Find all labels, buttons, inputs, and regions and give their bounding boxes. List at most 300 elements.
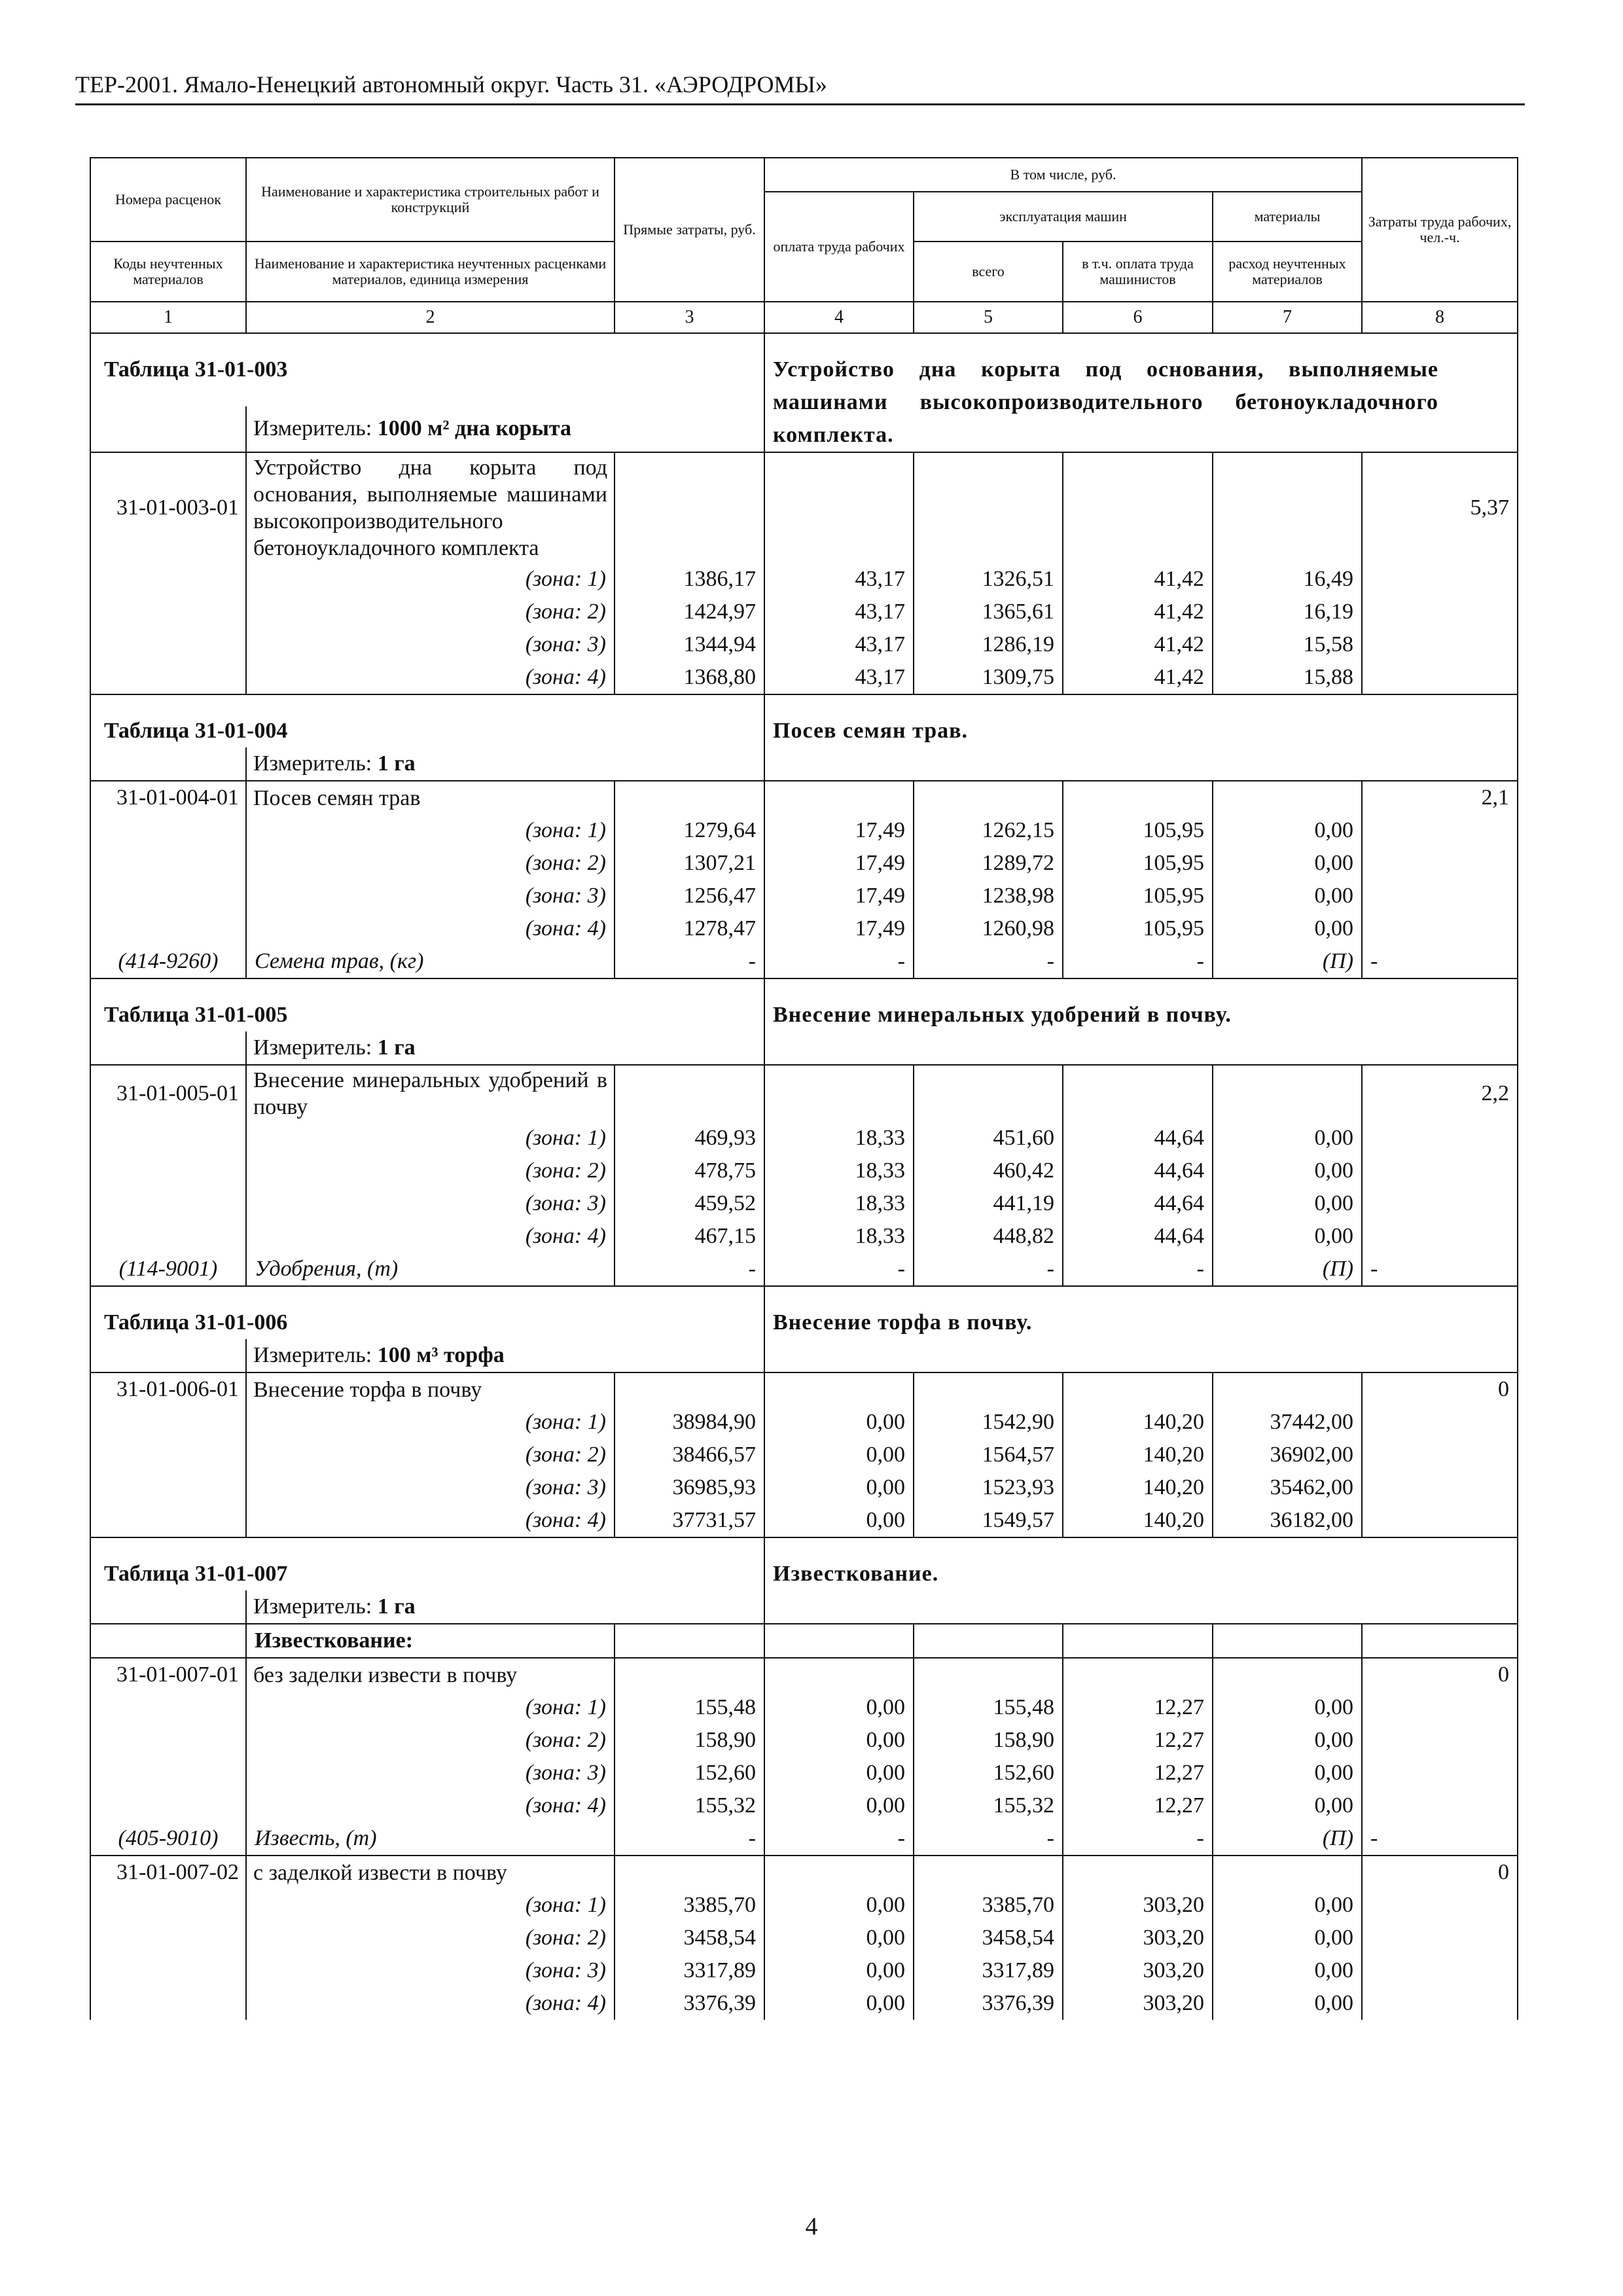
measure-label: Измеритель:	[253, 751, 372, 776]
material-cost: 0,00	[1213, 1691, 1362, 1724]
wage-cost: 43,17	[764, 628, 914, 661]
material-value: -	[1063, 945, 1213, 978]
section-title: Таблица 31-01-007	[90, 1537, 764, 1590]
machinist-wage: 44,64	[1063, 1155, 1213, 1187]
wage-cost: 0,00	[764, 1504, 914, 1537]
table-section-title	[90, 333, 1518, 406]
blank-cell	[1213, 1624, 1362, 1658]
blank-cell	[90, 596, 246, 628]
blank-cell	[1362, 1406, 1518, 1439]
blank-cell	[764, 1856, 914, 1889]
material-code: (414-9260)	[90, 945, 246, 978]
blank-cell	[1362, 661, 1518, 694]
rate-code: 31-01-005-01	[90, 1065, 246, 1122]
machine-cost: 1523,93	[914, 1471, 1063, 1504]
machinist-wage: 140,20	[1063, 1406, 1213, 1439]
material-cost: 0,00	[1213, 1187, 1362, 1220]
machine-cost: 152,60	[914, 1757, 1063, 1789]
direct-cost: 155,32	[615, 1789, 764, 1822]
material-value: (П)	[1213, 945, 1362, 978]
direct-cost: 1278,47	[615, 912, 764, 945]
material-value: -	[1063, 1253, 1213, 1286]
wage-cost: 43,17	[764, 563, 914, 596]
labor-cost: 2,1	[1362, 781, 1518, 814]
measure-value: 1 га	[377, 1035, 416, 1060]
machinist-wage: 140,20	[1063, 1439, 1213, 1471]
machine-cost: 1309,75	[914, 661, 1063, 694]
direct-cost: 38466,57	[615, 1439, 764, 1471]
wage-cost: 18,33	[764, 1155, 914, 1187]
direct-cost: 158,90	[615, 1724, 764, 1757]
blank-cell	[1362, 628, 1518, 661]
material-cost: 0,00	[1213, 1789, 1362, 1822]
material-value: -	[764, 945, 914, 978]
material-value: -	[914, 1253, 1063, 1286]
blank-cell	[90, 1987, 246, 2020]
machinist-wage: 105,95	[1063, 814, 1213, 847]
zone-row	[90, 1922, 1518, 1954]
blank-cell	[1362, 912, 1518, 945]
direct-cost: 1344,94	[615, 628, 764, 661]
material-cost: 0,00	[1213, 1757, 1362, 1789]
direct-cost: 38984,90	[615, 1406, 764, 1439]
zone-row	[90, 1691, 1518, 1724]
material-value: (П)	[1213, 1253, 1362, 1286]
zone-label: (зона: 1)	[246, 1406, 615, 1439]
rate-row	[90, 1658, 1518, 1691]
machine-cost: 1564,57	[914, 1439, 1063, 1471]
rate-row	[90, 452, 1518, 563]
zone-row	[90, 880, 1518, 912]
measure-label: Измеритель:	[253, 1343, 372, 1367]
wage-cost: 18,33	[764, 1220, 914, 1253]
machine-cost: 441,19	[914, 1187, 1063, 1220]
blank-cell	[1063, 1856, 1213, 1889]
material-cost: 0,00	[1213, 880, 1362, 912]
zone-label: (зона: 2)	[246, 596, 615, 628]
wage-cost: 17,49	[764, 814, 914, 847]
blank-cell	[1362, 1724, 1518, 1757]
blank-cell	[914, 1624, 1063, 1658]
rate-name: Внесение минеральных удобрений в почву	[246, 1065, 615, 1122]
machine-cost: 1289,72	[914, 847, 1063, 880]
blank-cell	[1362, 847, 1518, 880]
material-row	[90, 1822, 1518, 1856]
zone-label: (зона: 3)	[246, 880, 615, 912]
material-cost: 0,00	[1213, 847, 1362, 880]
machinist-wage: 12,27	[1063, 1757, 1213, 1789]
rate-code: 31-01-003-01	[90, 452, 246, 563]
labor-cost: 2,2	[1362, 1065, 1518, 1122]
blank-cell	[90, 406, 246, 452]
table-section-title	[90, 1286, 1518, 1339]
material-value: -	[764, 1253, 914, 1286]
wage-cost: 0,00	[764, 1757, 914, 1789]
blank-cell	[1362, 1471, 1518, 1504]
section-title: Таблица 31-01-005	[90, 978, 764, 1031]
blank-cell	[615, 781, 764, 814]
labor-cost: 0	[1362, 1856, 1518, 1889]
col-number: 7	[1213, 302, 1362, 333]
wage-cost: 0,00	[764, 1439, 914, 1471]
measure-label: Измеритель:	[253, 416, 372, 441]
zone-row	[90, 1122, 1518, 1155]
col-header-machines-total: всего	[914, 242, 1063, 302]
machine-cost: 1286,19	[914, 628, 1063, 661]
blank-cell	[1213, 1372, 1362, 1406]
zone-row	[90, 1724, 1518, 1757]
rate-name: с заделкой извести в почву	[246, 1856, 615, 1889]
labor-cost: 0	[1362, 1372, 1518, 1406]
direct-cost: 3385,70	[615, 1889, 764, 1922]
material-cost: 0,00	[1213, 1155, 1362, 1187]
wage-cost: 0,00	[764, 1471, 914, 1504]
wage-cost: 0,00	[764, 1724, 914, 1757]
zone-row	[90, 563, 1518, 596]
rate-row	[90, 1372, 1518, 1406]
material-name: Семена трав, (кг)	[246, 945, 615, 978]
zone-row	[90, 661, 1518, 694]
blank-cell	[90, 1122, 246, 1155]
col-number: 5	[914, 302, 1063, 333]
blank-cell	[90, 1471, 246, 1504]
blank-cell	[1362, 1757, 1518, 1789]
blank-cell	[615, 452, 764, 563]
zone-label: (зона: 3)	[246, 628, 615, 661]
rate-row	[90, 1065, 1518, 1122]
blank-cell	[1362, 1922, 1518, 1954]
machinist-wage: 41,42	[1063, 596, 1213, 628]
zone-label: (зона: 1)	[246, 1691, 615, 1724]
blank-cell	[90, 912, 246, 945]
blank-cell	[1362, 1220, 1518, 1253]
material-cost: 36182,00	[1213, 1504, 1362, 1537]
zone-row	[90, 1155, 1518, 1187]
zone-label: (зона: 3)	[246, 1954, 615, 1987]
machinist-wage: 12,27	[1063, 1691, 1213, 1724]
blank-cell	[90, 1439, 246, 1471]
blank-cell	[1063, 1624, 1213, 1658]
machinist-wage: 12,27	[1063, 1724, 1213, 1757]
blank-cell	[1213, 781, 1362, 814]
rate-code: 31-01-007-01	[90, 1658, 246, 1691]
direct-cost: 459,52	[615, 1187, 764, 1220]
labor-cost: 5,37	[1362, 452, 1518, 563]
zone-label: (зона: 4)	[246, 1504, 615, 1537]
section-title: Таблица 31-01-006	[90, 1286, 764, 1339]
machine-cost: 1365,61	[914, 596, 1063, 628]
blank-cell	[1362, 1504, 1518, 1537]
machine-cost: 460,42	[914, 1155, 1063, 1187]
col-number: 4	[764, 302, 914, 333]
blank-cell	[764, 452, 914, 563]
blank-cell	[1063, 781, 1213, 814]
blank-cell	[1213, 1658, 1362, 1691]
machine-cost: 1542,90	[914, 1406, 1063, 1439]
blank-cell	[90, 1789, 246, 1822]
blank-cell	[1362, 563, 1518, 596]
zone-row	[90, 847, 1518, 880]
material-value: -	[914, 945, 1063, 978]
table-section-title	[90, 694, 1518, 747]
blank-cell	[764, 781, 914, 814]
machine-cost: 155,32	[914, 1789, 1063, 1822]
blank-cell	[764, 1372, 914, 1406]
machine-cost: 3376,39	[914, 1987, 1063, 2020]
wage-cost: 0,00	[764, 1789, 914, 1822]
machine-cost: 448,82	[914, 1220, 1063, 1253]
machine-cost: 155,48	[914, 1691, 1063, 1724]
zone-row	[90, 1220, 1518, 1253]
blank-cell	[90, 1220, 246, 1253]
machine-cost: 1549,57	[914, 1504, 1063, 1537]
blank-cell	[90, 1624, 246, 1658]
zone-label: (зона: 2)	[246, 1724, 615, 1757]
group-row	[90, 1624, 1518, 1658]
blank-cell	[90, 1691, 246, 1724]
machine-cost: 3458,54	[914, 1922, 1063, 1954]
wage-cost: 17,49	[764, 880, 914, 912]
wage-cost: 17,49	[764, 847, 914, 880]
wage-cost: 0,00	[764, 1987, 914, 2020]
zone-label: (зона: 4)	[246, 912, 615, 945]
machinist-wage: 44,64	[1063, 1187, 1213, 1220]
blank-cell	[90, 880, 246, 912]
col-number: 6	[1063, 302, 1213, 333]
rate-row	[90, 1856, 1518, 1889]
wage-cost: 0,00	[764, 1922, 914, 1954]
material-row	[90, 945, 1518, 978]
zone-label: (зона: 4)	[246, 1789, 615, 1822]
col-header-work-name: Наименование и характеристика строительных работ и конструкций	[246, 158, 615, 242]
col-number: 2	[246, 302, 615, 333]
measure-value: 1 га	[377, 751, 416, 776]
blank-cell	[1362, 1691, 1518, 1724]
col-number: 3	[615, 302, 764, 333]
page-number: 4	[805, 2213, 818, 2240]
zone-label: (зона: 2)	[246, 847, 615, 880]
blank-cell	[90, 1724, 246, 1757]
blank-cell	[1213, 1856, 1362, 1889]
direct-cost: 1424,97	[615, 596, 764, 628]
section-measure	[246, 406, 764, 452]
direct-cost: 467,15	[615, 1220, 764, 1253]
table-body	[90, 333, 1518, 2020]
zone-row	[90, 1987, 1518, 2020]
material-value: -	[914, 1822, 1063, 1856]
zone-row	[90, 1439, 1518, 1471]
table-header	[90, 158, 1518, 333]
blank-cell	[914, 452, 1063, 563]
zone-label: (зона: 2)	[246, 1439, 615, 1471]
machine-cost: 3385,70	[914, 1889, 1063, 1922]
wage-cost: 43,17	[764, 661, 914, 694]
measure-value: 100 м³ торфа	[377, 1343, 505, 1367]
material-value: -	[1362, 1822, 1518, 1856]
col-header-material-codes: Коды неучтенных материалов	[90, 242, 246, 302]
machinist-wage: 303,20	[1063, 1889, 1213, 1922]
zone-row	[90, 1757, 1518, 1789]
col-number: 1	[90, 302, 246, 333]
blank-cell	[1063, 1065, 1213, 1122]
section-description: Посев семян трав.	[764, 694, 1518, 781]
blank-cell	[764, 1624, 914, 1658]
blank-cell	[615, 1658, 764, 1691]
material-cost: 16,19	[1213, 596, 1362, 628]
material-value: -	[1063, 1822, 1213, 1856]
blank-cell	[1362, 1439, 1518, 1471]
blank-cell	[914, 1372, 1063, 1406]
machinist-wage: 105,95	[1063, 847, 1213, 880]
machinist-wage: 303,20	[1063, 1922, 1213, 1954]
blank-cell	[1362, 1889, 1518, 1922]
zone-row	[90, 1789, 1518, 1822]
direct-cost: 1279,64	[615, 814, 764, 847]
wage-cost: 0,00	[764, 1406, 914, 1439]
wage-cost: 0,00	[764, 1954, 914, 1987]
rate-row	[90, 781, 1518, 814]
material-cost: 0,00	[1213, 912, 1362, 945]
blank-cell	[764, 1065, 914, 1122]
zone-label: (зона: 1)	[246, 563, 615, 596]
blank-cell	[1063, 1658, 1213, 1691]
zone-row	[90, 1406, 1518, 1439]
direct-cost: 3376,39	[615, 1987, 764, 2020]
material-value: -	[764, 1822, 914, 1856]
zone-label: (зона: 3)	[246, 1471, 615, 1504]
material-code: (114-9001)	[90, 1253, 246, 1286]
col-header-including: В том числе, руб.	[764, 158, 1362, 192]
direct-cost: 1307,21	[615, 847, 764, 880]
rate-name: Устройство дна корыта под основания, выполняемые машинами высокопроизводительного бетоноукладочного комплекта	[246, 452, 615, 563]
blank-cell	[1063, 1372, 1213, 1406]
material-cost: 35462,00	[1213, 1471, 1362, 1504]
blank-cell	[1362, 1122, 1518, 1155]
rate-code: 31-01-006-01	[90, 1372, 246, 1406]
blank-cell	[1213, 452, 1362, 563]
direct-cost: 478,75	[615, 1155, 764, 1187]
material-cost: 15,58	[1213, 628, 1362, 661]
direct-cost: 3317,89	[615, 1954, 764, 1987]
material-cost: 36902,00	[1213, 1439, 1362, 1471]
blank-cell	[90, 1504, 246, 1537]
machinist-wage: 41,42	[1063, 628, 1213, 661]
direct-cost: 155,48	[615, 1691, 764, 1724]
section-measure	[246, 1590, 764, 1624]
rate-name: без заделки извести в почву	[246, 1658, 615, 1691]
material-cost: 0,00	[1213, 1987, 1362, 2020]
blank-cell	[1362, 1187, 1518, 1220]
blank-cell	[764, 1658, 914, 1691]
machinist-wage: 303,20	[1063, 1987, 1213, 2020]
material-name: Известь, (т)	[246, 1822, 615, 1856]
material-cost: 0,00	[1213, 1220, 1362, 1253]
wage-cost: 18,33	[764, 1122, 914, 1155]
machinist-wage: 105,95	[1063, 880, 1213, 912]
section-description: Устройство дна корыта под основания, выполняемые машинами высокопроизводительного бетоноукладочного комплекта.	[764, 333, 1518, 452]
material-cost: 0,00	[1213, 1122, 1362, 1155]
zone-label: (зона: 3)	[246, 1187, 615, 1220]
col-header-material-names: Наименование и характеристика неучтенных расценками материалов, единица измерения	[246, 242, 615, 302]
blank-cell	[914, 1856, 1063, 1889]
blank-cell	[1362, 880, 1518, 912]
direct-cost: 1256,47	[615, 880, 764, 912]
material-cost: 0,00	[1213, 814, 1362, 847]
zone-row	[90, 1954, 1518, 1987]
blank-cell	[1213, 1065, 1362, 1122]
measure-label: Измеритель:	[253, 1035, 372, 1060]
direct-cost: 469,93	[615, 1122, 764, 1155]
col-header-machinist-wages: в т.ч. оплата труда машинистов	[1063, 242, 1213, 302]
section-description: Внесение торфа в почву.	[764, 1286, 1518, 1372]
wage-cost: 0,00	[764, 1691, 914, 1724]
blank-cell	[90, 747, 246, 781]
zone-label: (зона: 2)	[246, 1155, 615, 1187]
zone-label: (зона: 3)	[246, 1757, 615, 1789]
measure-label: Измеритель:	[253, 1594, 372, 1619]
col-number: 8	[1362, 302, 1518, 333]
material-value: -	[615, 1822, 764, 1856]
material-code: (405-9010)	[90, 1822, 246, 1856]
col-header-direct-costs: Прямые затраты, руб.	[615, 158, 764, 302]
blank-cell	[1063, 452, 1213, 563]
zone-row	[90, 1504, 1518, 1537]
zone-row	[90, 596, 1518, 628]
material-cost: 16,49	[1213, 563, 1362, 596]
material-value: -	[615, 1253, 764, 1286]
direct-cost: 152,60	[615, 1757, 764, 1789]
blank-cell	[1362, 1987, 1518, 2020]
direct-cost: 36985,93	[615, 1471, 764, 1504]
section-title: Таблица 31-01-003	[90, 333, 764, 406]
col-header-materials: материалы	[1213, 192, 1362, 242]
blank-cell	[1362, 1624, 1518, 1658]
zone-row	[90, 912, 1518, 945]
blank-cell	[914, 781, 1063, 814]
blank-cell	[1362, 1155, 1518, 1187]
section-title: Таблица 31-01-004	[90, 694, 764, 747]
blank-cell	[90, 1757, 246, 1789]
wage-cost: 0,00	[764, 1889, 914, 1922]
blank-cell	[914, 1658, 1063, 1691]
material-value: (П)	[1213, 1822, 1362, 1856]
measure-value: 1 га	[377, 1594, 416, 1619]
wage-cost: 17,49	[764, 912, 914, 945]
col-header-material-consumption: расход неучтенных материалов	[1213, 242, 1362, 302]
zone-row	[90, 814, 1518, 847]
machinist-wage: 140,20	[1063, 1471, 1213, 1504]
col-header-machines: эксплуатация машин	[914, 192, 1213, 242]
machinist-wage: 105,95	[1063, 912, 1213, 945]
section-measure	[246, 1339, 764, 1372]
material-cost: 37442,00	[1213, 1406, 1362, 1439]
material-cost: 0,00	[1213, 1724, 1362, 1757]
direct-cost: 1386,17	[615, 563, 764, 596]
section-description: Внесение минеральных удобрений в почву.	[764, 978, 1518, 1065]
machine-cost: 1238,98	[914, 880, 1063, 912]
material-value: -	[615, 945, 764, 978]
blank-cell	[90, 1954, 246, 1987]
machinist-wage: 44,64	[1063, 1122, 1213, 1155]
col-header-labor-costs: Затраты труда рабочих, чел.-ч.	[1362, 158, 1518, 302]
zone-label: (зона: 4)	[246, 1220, 615, 1253]
blank-cell	[90, 563, 246, 596]
section-measure	[246, 1031, 764, 1065]
machine-cost: 158,90	[914, 1724, 1063, 1757]
document-header: ТЕР-2001. Ямало-Ненецкий автономный округ. Часть 31. «АЭРОДРОМЫ»	[75, 71, 1525, 105]
machine-cost: 3317,89	[914, 1954, 1063, 1987]
machinist-wage: 41,42	[1063, 661, 1213, 694]
